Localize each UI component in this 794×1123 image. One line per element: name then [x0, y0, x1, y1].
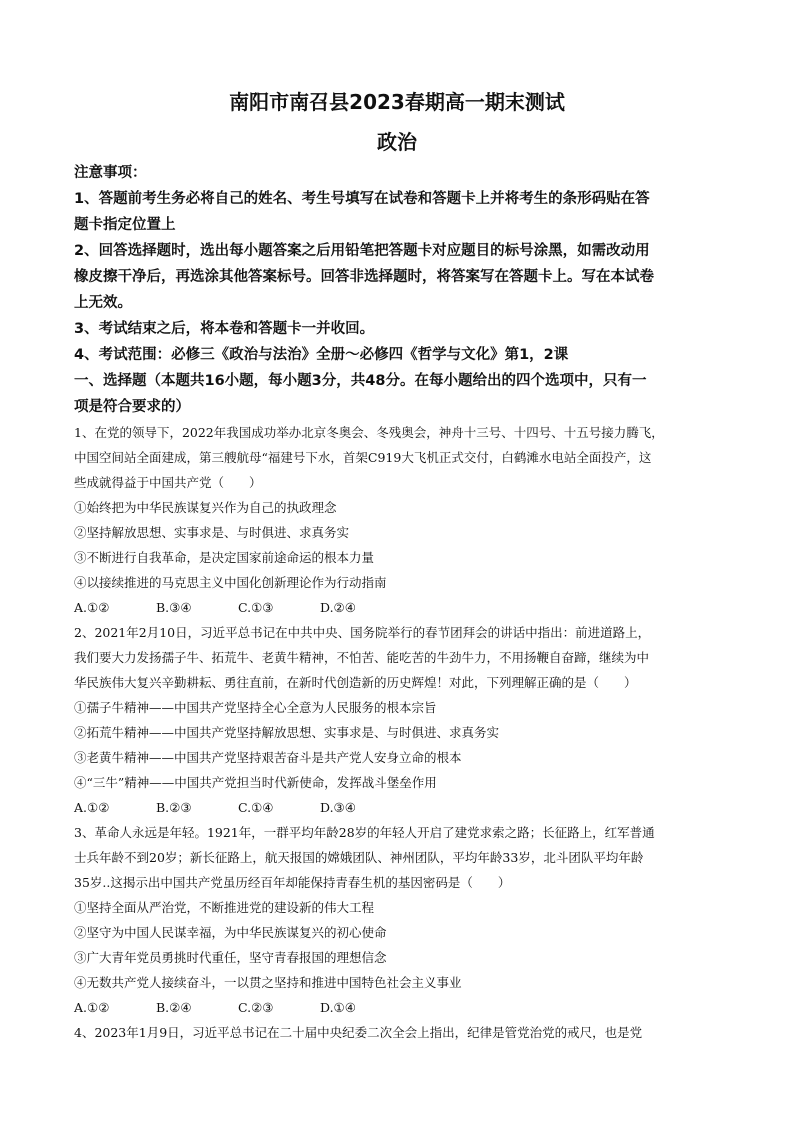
notice-line: 题卡指定位置上	[74, 217, 176, 233]
question-item: ②坚持解放思想、实事求是、与时俱进、求真务实	[74, 525, 350, 540]
option-d: D.②④	[320, 600, 356, 615]
answer-options	[74, 595, 724, 620]
question-stem: 2、2021年2月10日，习近平总书记在中共中央、国务院举行的春节团拜会的讲话中指出：前进道路上，	[74, 625, 651, 640]
question-item: ①孺子牛精神——中国共产党坚持全心全意为人民服务的根本宗旨	[74, 700, 437, 715]
question-item: ①坚持全面从严治党，不断推进党的建设新的伟大工程	[74, 900, 375, 915]
question-item: ③不断进行自我革命，是决定国家前途命运的根本力量	[74, 550, 375, 565]
exam-title: 南阳市南召县2023春期高一期末测试	[229, 90, 565, 114]
question-stem: 1、在党的领导下，2022年我国成功举办北京冬奥会、冬残奥会，神舟十三号、十四号、十五号接力腾飞，	[74, 425, 664, 440]
question-item: ④“三牛”精神——中国共产党担当时代新使命，发挥战斗堡垒作用	[74, 775, 437, 790]
question-stem: 4、2023年1月9日，习近平总书记在二十届中央纪委二次全会上指出，纪律是管党治党的戒尺，也是党	[74, 1025, 643, 1040]
notice-heading: 注意事项：	[74, 165, 147, 181]
section-heading: 一、选择题（本题共16小题，每小题3分，共48分。在每小题给出的四个选项中，只有一	[74, 373, 647, 389]
question-item: ③广大青年党员勇挑时代重任，坚守青春报国的理想信念	[74, 950, 387, 965]
question-item: ②拓荒牛精神——中国共产党坚持解放思想、实事求是、与时俱进、求真务实	[74, 725, 500, 740]
question-item: ③老黄牛精神——中国共产党坚持艰苦奋斗是共产党人安身立命的根本	[74, 750, 462, 765]
question-stem: 35岁..这揭示出中国共产党虽历经百年却能保持青春生机的基因密码是（ ）	[74, 875, 511, 890]
option-b: B.②④	[156, 1000, 192, 1015]
question-stem: 我们要大力发扬孺子牛、拓荒牛、老黄牛精神，不怕苦、能吃苦的牛劲牛力，不用扬鞭自奋蹄，继续为中	[74, 650, 650, 665]
option-b: B.③④	[156, 600, 192, 615]
option-c: C.①④	[238, 800, 274, 815]
option-d: D.③④	[320, 800, 356, 815]
answer-options	[74, 995, 724, 1020]
question-stem: 些成就得益于中国共产党（ ）	[74, 475, 262, 490]
question-item: ①始终把为中华民族谋复兴作为自己的执政理念	[74, 500, 337, 515]
notice-line: 1、答题前考生务必将自己的姓名、考生号填写在试卷和答题卡上并将考生的条形码贴在答	[74, 191, 650, 207]
answer-options	[74, 795, 724, 820]
question-stem: 华民族伟大复兴辛勤耕耘、勇往直前，在新时代创造新的历史辉煌！对此，下列理解正确的是（ ）	[74, 675, 637, 690]
question-item: ④无数共产党人接续奋斗，一以贯之坚持和推进中国特色社会主义事业	[74, 975, 462, 990]
option-b: B.②③	[156, 800, 192, 815]
option-c: C.①③	[238, 600, 274, 615]
question-stem: 中国空间站全面建成，第三艘航母“福建号下水，首架C919大飞机正式交付，白鹤滩水电站全面投产，这	[74, 450, 652, 465]
notice-line: 2、回答选择题时，选出每小题答案之后用铅笔把答题卡对应题目的标号涂黑，如需改动用	[74, 243, 650, 259]
subject-title: 政治	[377, 130, 417, 154]
question-item: ②坚守为中国人民谋幸福，为中华民族谋复兴的初心使命	[74, 925, 387, 940]
question-3	[74, 820, 724, 1020]
notice-line: 橡皮擦干净后，再选涂其他答案标号。回答非选择题时，将答案写在答题卡上。写在本试卷	[74, 269, 654, 285]
option-a: A.①②	[74, 600, 110, 615]
notice-line: 上无效。	[74, 295, 132, 311]
notice-line: 4、考试范围：必修三《政治与法治》全册～必修四《哲学与文化》第1，2课	[74, 347, 569, 363]
option-c: C.②③	[238, 1000, 274, 1015]
question-4	[74, 1020, 724, 1045]
section-heading: 项是符合要求的）	[74, 399, 190, 415]
question-item: ④以接续推进的马克思主义中国化创新理论作为行动指南	[74, 575, 387, 590]
question-stem: 士兵年龄不到20岁；新长征路上，航天报国的嫦娥团队、神州团队，平均年龄33岁，北斗团队平均年龄	[74, 850, 644, 865]
option-a: A.①②	[74, 800, 110, 815]
question-stem: 3、革命人永远是年轻。1921年，一群平均年龄28岁的年轻人开启了建党求索之路；长征路上，红军普通	[74, 825, 655, 840]
notice-line: 3、考试结束之后，将本卷和答题卡一并收回。	[74, 321, 375, 337]
exam-content	[74, 160, 724, 1045]
question-2	[74, 620, 724, 820]
question-1	[74, 420, 724, 620]
option-d: D.①④	[320, 1000, 356, 1015]
option-a: A.①②	[74, 1000, 110, 1015]
